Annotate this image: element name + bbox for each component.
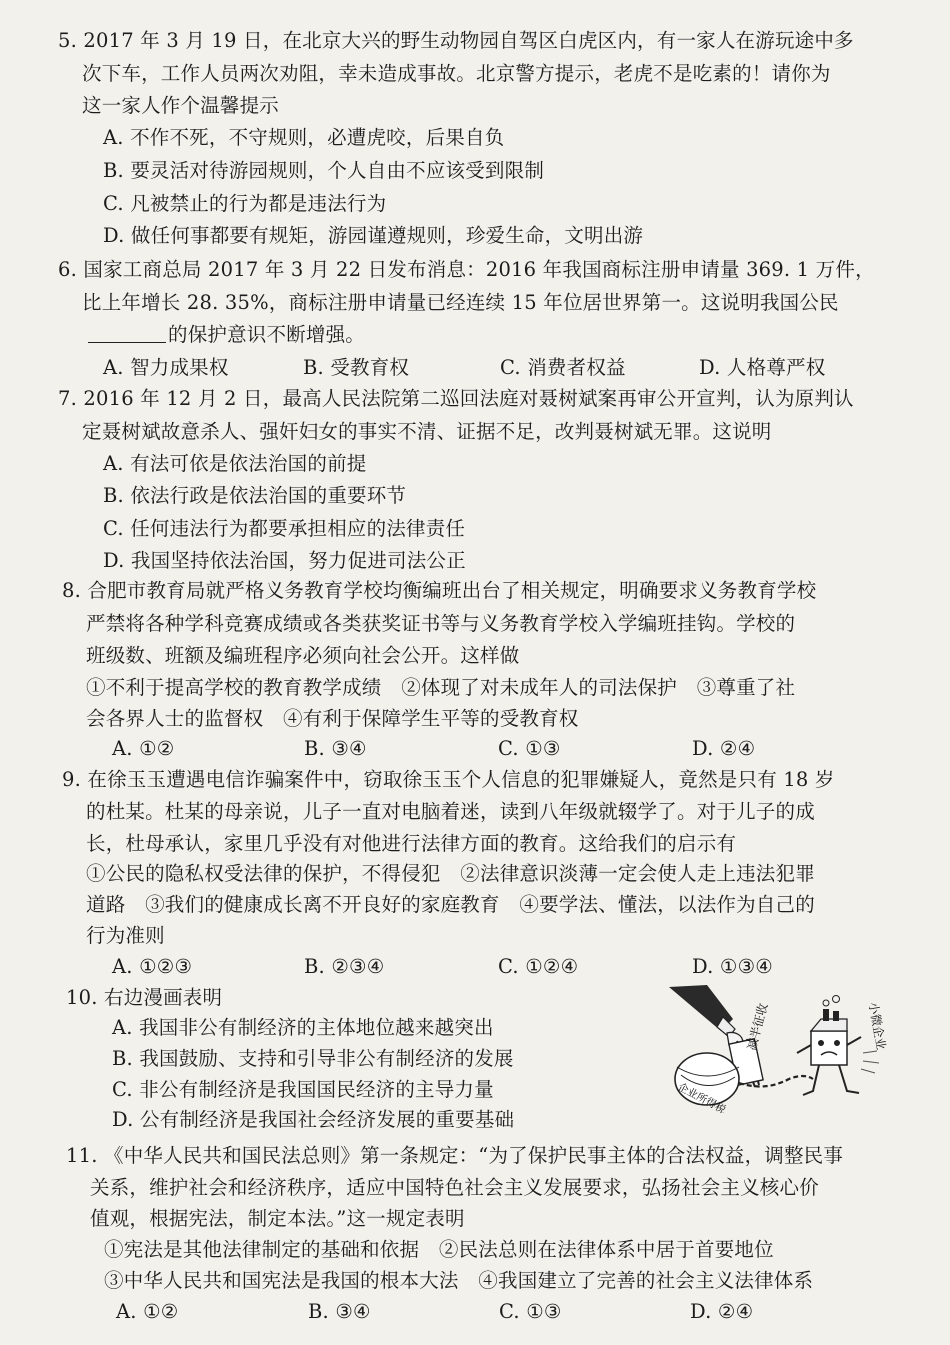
q8-statements-line-2: 会各界人士的监督权 ④有利于保障学生平等的受教育权 (86, 707, 579, 730)
q9-statements-line-2: 道路 ③我们的健康成长离不开良好的家庭教育 ④要学法、懂法，以法作为自己的 (86, 893, 815, 916)
q6-stem-line-2: 比上年增长 28. 35%，商标注册申请量已经连续 15 年位居世界第一。这说明我国公民 (82, 291, 839, 314)
q9-option-c: C. ①②④ (498, 955, 579, 978)
q10-cartoon (663, 983, 895, 1113)
q9-stem-line-3: 长，杜母承认，家里几乎没有对他进行法律方面的教育。这给我们的启示有 (86, 832, 737, 855)
q9-option-b: B. ②③④ (304, 955, 385, 978)
q11-statements-line-2: ③中华人民共和国宪法是我国的根本大法 ④我国建立了完善的社会主义法律体系 (104, 1269, 814, 1292)
q10-option-c: C. 非公有制经济是我国国民经济的主导力量 (112, 1078, 494, 1101)
q9-stem-line-1: 9. 在徐玉玉遭遇电信诈骗案件中，窃取徐玉玉个人信息的犯罪嫌疑人，竟然是只有 18 岁 (62, 768, 835, 791)
q5-stem-line-2: 次下车，工作人员两次劝阻，幸未造成事故。北京警方提示，老虎不是吃素的！请你为 (82, 62, 831, 85)
q10-stem-line-1: 10. 右边漫画表明 (66, 986, 223, 1009)
answer-blank (88, 324, 166, 343)
q5-option-c: C. 凡被禁止的行为都是违法行为 (103, 192, 387, 215)
q11-statements-line-1: ①宪法是其他法律制定的基础和依据 ②民法总则在法律体系中居于首要地位 (104, 1238, 774, 1261)
q10-option-d: D. 公有制经济是我国社会经济发展的重要基础 (112, 1108, 515, 1131)
q6-stem-line-3: 的保护意识不断增强。 (88, 322, 365, 348)
q7-option-b: B. 依法行政是依法治国的重要环节 (103, 484, 407, 507)
q8-option-b: B. ③④ (304, 737, 367, 760)
q5-option-a: A. 不作不死，不守规则，必遭虎咬，后果自负 (103, 126, 505, 149)
q11-stem-line-1: 11. 《中华人民共和国民法总则》第一条规定：“为了保护民事主体的合法权益，调整民事 (66, 1144, 844, 1167)
q11-option-a: A. ①② (116, 1300, 179, 1323)
q6-option-b: B. 受教育权 (303, 356, 410, 379)
q8-stem-line-3: 班级数、班额及编班程序必须向社会公开。这样做 (86, 644, 520, 667)
q9-option-a: A. ①②③ (112, 955, 193, 978)
q10-option-a: A. 我国非公有制经济的主体地位越来越突出 (112, 1016, 494, 1039)
q7-option-a: A. 有法可依是依法治国的前提 (103, 452, 367, 475)
q5-option-d: D. 做任何事都要有规矩，游园谨遵规则，珍爱生命，文明出游 (103, 224, 644, 247)
q8-statements-line-1: ①不利于提高学校的教育教学成绩 ②体现了对未成年人的司法保护 ③尊重了社 (86, 676, 796, 699)
q8-option-c: C. ①③ (498, 737, 561, 760)
q5-option-b: B. 要灵活对待游园规则，个人自由不应该受到限制 (103, 159, 545, 182)
q9-stem-line-2: 的杜某。杜某的母亲说，儿子一直对电脑着迷，读到八年级就辍学了。对于儿子的成 (86, 800, 815, 823)
q9-statements-line-1: ①公民的隐私权受法律的保护，不得侵犯 ②法律意识淡薄一定会使人走上违法犯罪 (86, 862, 815, 885)
q5-stem-line-1: 5. 2017 年 3 月 19 日，在北京大兴的野生动物园自驾区白虎区内，有一家人在游玩途中多 (58, 29, 854, 52)
q10-option-b: B. 我国鼓励、支持和引导非公有制经济的发展 (112, 1047, 514, 1070)
q6-option-a: A. 智力成果权 (103, 356, 229, 379)
q11-stem-line-3: 值观，根据宪法，制定本法。”这一规定表明 (90, 1207, 465, 1230)
q7-stem-line-2: 定聂树斌故意杀人、强奸妇女的事实不清、证据不足，改判聂树斌无罪。这说明 (82, 420, 772, 443)
q5-stem-line-3: 这一家人作个温馨提示 (82, 94, 280, 117)
cartoon-label-scissors: 减半征收 (744, 1001, 771, 1052)
cartoon-illustration (663, 983, 895, 1113)
cartoon-label-company: 小微企业 (866, 1001, 889, 1051)
q9-option-d: D. ①③④ (692, 955, 773, 978)
q8-option-d: D. ②④ (692, 737, 756, 760)
q7-stem-line-1: 7. 2016 年 12 月 2 日，最高人民法院第二巡回法庭对聂树斌案再审公开宣判，认为原判认 (58, 387, 854, 410)
cartoon-label-ball: 企业所得税 (675, 1081, 728, 1113)
q9-statements-line-3: 行为准则 (86, 924, 165, 947)
q6-option-c: C. 消费者权益 (500, 356, 626, 379)
q11-option-c: C. ①③ (499, 1300, 562, 1323)
q6-stem-line-1: 6. 国家工商总局 2017 年 3 月 22 日发布消息：2016 年我国商标注册申请量 369. 1 万件， (58, 258, 875, 281)
q11-option-d: D. ②④ (690, 1300, 754, 1323)
q11-stem-line-2: 关系，维护社会和经济秩序，适应中国特色社会主义发展要求，弘扬社会主义核心价 (90, 1176, 819, 1199)
q8-stem-line-2: 严禁将各种学科竞赛成绩或各类获奖证书等与义务教育学校入学编班挂钩。学校的 (86, 612, 796, 635)
q8-option-a: A. ①② (112, 737, 175, 760)
q6-option-d: D. 人格尊严权 (699, 356, 826, 379)
q7-option-d: D. 我国坚持依法治国，努力促进司法公正 (103, 549, 466, 572)
q8-stem-line-1: 8. 合肥市教育局就严格义务教育学校均衡编班出台了相关规定，明确要求义务教育学校 (62, 579, 817, 602)
q7-option-c: C. 任何违法行为都要承担相应的法律责任 (103, 517, 466, 540)
q11-option-b: B. ③④ (308, 1300, 371, 1323)
